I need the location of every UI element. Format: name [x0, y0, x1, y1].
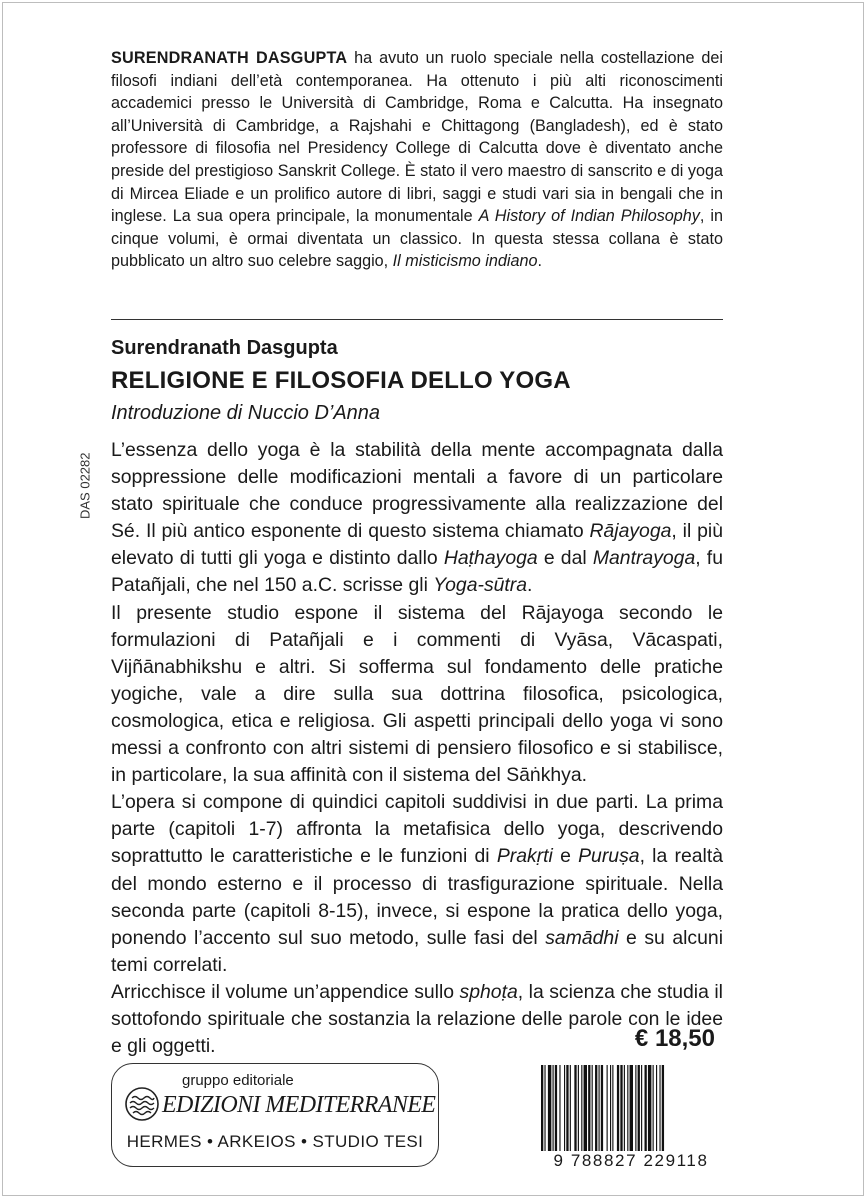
bio-author-name: SURENDRANATH DASGUPTA	[111, 49, 348, 67]
barcode-bar	[555, 1065, 557, 1151]
isbn-barcode	[537, 1065, 725, 1173]
barcode-bar	[599, 1065, 600, 1151]
barcode-bar	[627, 1065, 628, 1151]
book-subtitle: Introduzione di Nuccio D’Anna	[111, 402, 381, 424]
bio-other-work: Il misticismo indiano	[392, 252, 538, 271]
bio-major-work: A History of Indian Philosophy	[478, 207, 700, 226]
barcode-bar	[544, 1065, 545, 1151]
barcode-bar	[548, 1065, 551, 1151]
barcode-bar	[578, 1065, 579, 1151]
catalog-code: DAS 02282	[77, 452, 93, 520]
barcode-graphic	[537, 1065, 725, 1151]
text-run: .	[527, 574, 533, 597]
author-biography	[111, 47, 723, 273]
barcode-bar	[635, 1065, 636, 1151]
barcode-bar	[656, 1065, 657, 1151]
barcode-bar	[601, 1065, 603, 1151]
book-author: Surendranath Dasgupta	[111, 337, 338, 359]
italic-term: Prakṛti	[496, 845, 553, 868]
divider-rule	[111, 319, 723, 320]
price-label: € 18,50	[634, 1025, 715, 1052]
bio-text-2: , in cinque volumi, è ormai diventata un classico. In questa stessa collana è stato pubblicato un altro suo celebre saggio,	[111, 207, 723, 271]
text-run: , il più elevato di tutti gli yoga e distinto dallo	[111, 520, 723, 570]
barcode-bar	[659, 1065, 660, 1151]
sea-waves-logo-icon	[124, 1086, 160, 1122]
italic-term: Yoga-sūtra	[433, 574, 528, 597]
barcode-bar	[620, 1065, 622, 1151]
barcode-bar	[584, 1065, 587, 1151]
text-run: , fu Patañjali, che nel 150 a.C. scrisse gli	[111, 547, 723, 597]
barcode-bar	[612, 1065, 613, 1151]
barcode-bar	[564, 1065, 565, 1151]
italic-term: sphoṭa	[459, 980, 518, 1003]
text-run: Arricchisce il volume un’appendice sullo	[111, 980, 460, 1003]
back-cover	[2, 2, 864, 1196]
text-run: , la scienza che studia il sottofondo spirituale che sostanzia la relazione delle parole con le idee e gli oggetti.	[111, 980, 723, 1058]
publisher-group-label: gruppo editoriale	[182, 1072, 294, 1089]
barcode-bar	[630, 1065, 633, 1151]
barcode-bar	[566, 1065, 568, 1151]
italic-term: Haṭhayoga	[443, 547, 538, 570]
text-run: e dal	[537, 547, 593, 570]
barcode-bar	[574, 1065, 576, 1151]
barcode-bar	[662, 1065, 664, 1151]
barcode-bar	[559, 1065, 560, 1151]
italic-term: samādhi	[545, 926, 619, 949]
isbn-number: 9 788827 229118	[553, 1151, 709, 1170]
text-run: e su alcuni temi correlati.	[111, 926, 723, 976]
description-paragraph	[111, 979, 723, 1060]
barcode-bar	[653, 1065, 654, 1151]
text-run: , la realtà del mondo esterno e il processo di trasfigurazione spirituale. Nella seconda parte (capitoli 8-15), invece, si espone la pratica dello yoga, ponendo l’accento sul suo metodo, sulle fasi del	[111, 845, 724, 949]
book-title: RELIGIONE E FILOSOFIA DELLO YOGA	[111, 367, 571, 394]
barcode-bar	[541, 1065, 543, 1151]
barcode-bar	[581, 1065, 582, 1151]
barcode-bar	[592, 1065, 593, 1151]
barcode-bar	[595, 1065, 597, 1151]
text-run: e	[552, 845, 579, 868]
publisher-logo-box	[111, 1063, 439, 1167]
barcode-bar	[645, 1065, 647, 1151]
publisher-imprints: HERMES • ARKEIOS • STUDIO TESI	[126, 1132, 424, 1151]
barcode-bar	[570, 1065, 571, 1151]
barcode-bar	[648, 1065, 651, 1151]
italic-term: Mantrayoga	[592, 547, 696, 570]
description-paragraph	[111, 789, 723, 979]
barcode-bar	[607, 1065, 608, 1151]
bio-end: .	[537, 252, 543, 271]
italic-term: Puruṣa	[578, 845, 640, 868]
barcode-bar	[553, 1065, 554, 1151]
barcode-bar	[588, 1065, 590, 1151]
description-paragraph	[111, 437, 723, 600]
barcode-bar	[638, 1065, 640, 1151]
barcode-bar	[641, 1065, 642, 1151]
book-description	[111, 437, 723, 1060]
text-run: L’opera si compone di quindici capitoli suddivisi in due parti. La prima parte (capitoli 1-7) affronta la metafisica dello yoga, descrivendo soprattutto le caratteristiche e le funzioni di	[111, 791, 723, 868]
text-run: L’essenza dello yoga è la stabilità della mente accompagnata dalla soppressione delle modificazioni mentali a favore di un particolare stato spirituale che conduce progressivamente alla realizzazione del Sé. Il più antico esponente di questo sistema chiamato	[111, 439, 723, 543]
publisher-name: EDIZIONI MEDITERRANEE	[162, 1092, 436, 1118]
description-paragraph: Il presente studio espone il sistema del Rājayoga secondo le formulazioni di Patañjali e i commenti di Vyāsa, Vācaspati, Vijñānabhikshu e altri. Si sofferma sul fondamento delle pratiche yogiche, vale a dire sulla sua dottrina filosofica, psicologica, cosmologica, etica e religiosa. Gli aspetti principali dello yoga vi sono messi a confronto con altri sistemi di pensiero filosofico e si stabilisce, in particolare, la sua affinità con il sistema del Sāṅkhya.	[111, 601, 723, 787]
barcode-bar	[617, 1065, 619, 1151]
barcode-bar	[610, 1065, 611, 1151]
barcode-bar	[624, 1065, 625, 1151]
italic-term: Rājayoga	[589, 520, 672, 543]
bio-text-1: ha avuto un ruolo speciale nella costellazione dei filosofi indiani dell’età contemporanea. Ha ottenuto i più alti riconoscimenti accademici presso le Università di Cambridge, Roma e Calcutta. Ha insegnato all’Università di Cambridge, a Rajshahi e Chittagong (Bangladesh), ed è stato professore di filosofia nel Presidency College di Calcutta dove è diventato anche preside del prestigioso Sanskrit College. È stato il vero maestro di sanscrito e di yoga di Mircea Eliade e un prolifico autore di libri, saggi e studi vari sia in bengali che in inglese. La sua opera principale, la monumentale	[111, 49, 723, 226]
